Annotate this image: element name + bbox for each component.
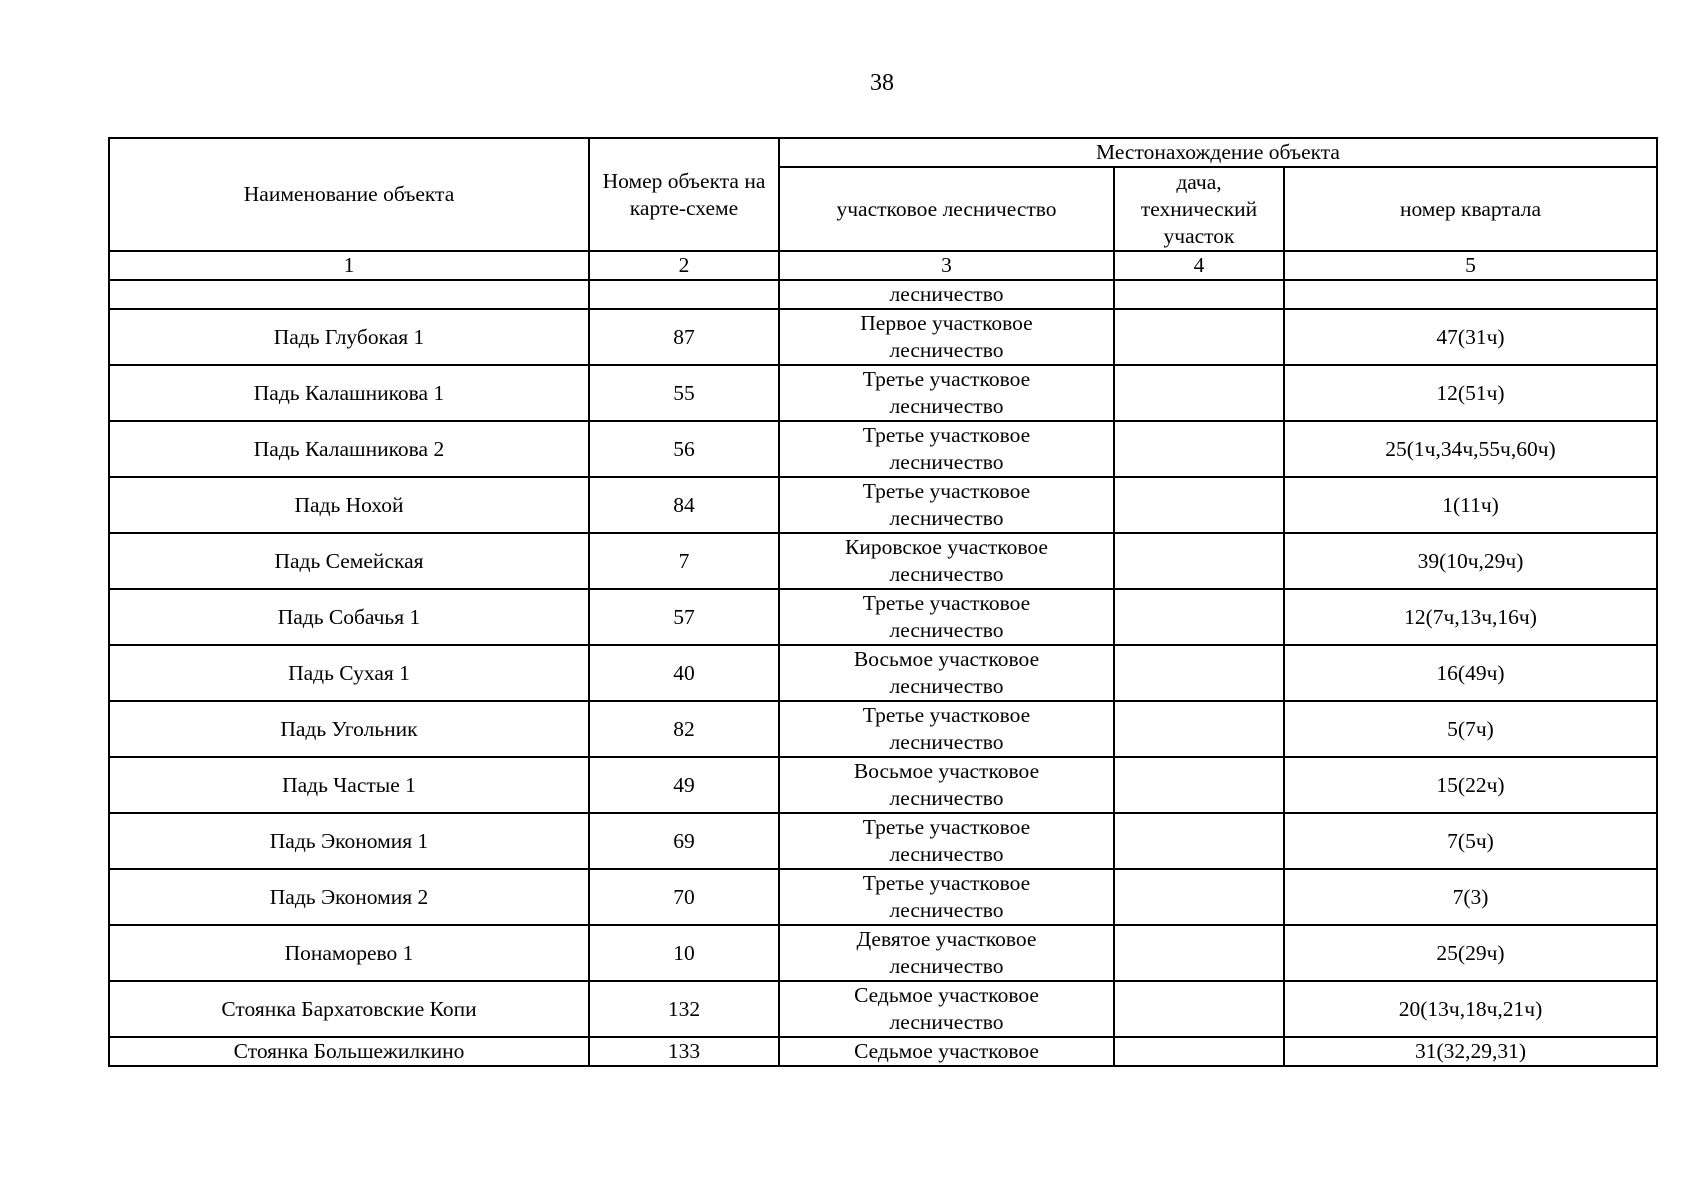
- cell-forestry: Седьмое участковое: [779, 1037, 1114, 1066]
- cell-dacha: [1114, 981, 1284, 1037]
- cell-dacha: [1114, 365, 1284, 421]
- page-number: 38: [870, 70, 894, 96]
- table-row-last: [109, 1037, 1657, 1066]
- cell-map-number: 69: [589, 813, 779, 869]
- forestry-line-1: Третье участковое: [862, 703, 1031, 727]
- table-row: [109, 981, 1657, 1037]
- cell-dacha: [1114, 701, 1284, 757]
- cell-dacha: [1114, 589, 1284, 645]
- column-number: 3: [779, 251, 1114, 280]
- cell-dacha: [1114, 813, 1284, 869]
- cell-quarter-number: 20(13ч,18ч,21ч): [1284, 981, 1657, 1037]
- cell-object-name: Стоянка Большежилкино: [109, 1037, 589, 1066]
- cell-map-number: 7: [589, 533, 779, 589]
- forestry-line-2: лесничество: [889, 786, 1004, 810]
- cell-object-name: Падь Угольник: [109, 701, 589, 757]
- forestry-line-1: Третье участковое: [862, 815, 1031, 839]
- forestry-line-2: лесничество: [889, 506, 1004, 530]
- table-body: [109, 280, 1657, 1066]
- forestry-line-2: лесничество: [889, 898, 1004, 922]
- forestry-line-1: Восьмое участковое: [853, 759, 1040, 783]
- cell-quarter-number: 7(5ч): [1284, 813, 1657, 869]
- forestry-line-1: Девятое участковое: [856, 927, 1037, 951]
- forestry-line-2: лесничество: [889, 338, 1004, 362]
- cell-dacha: [1114, 925, 1284, 981]
- header-location-group: Местонахождение объекта: [779, 138, 1657, 167]
- forestry-line-2: лесничество: [889, 450, 1004, 474]
- cell-quarter-number: 12(7ч,13ч,16ч): [1284, 589, 1657, 645]
- cell-object-name: Стоянка Бархатовские Копи: [109, 981, 589, 1037]
- cell-quarter-number: 15(22ч): [1284, 757, 1657, 813]
- forestry-line-2: лесничество: [889, 1010, 1004, 1034]
- cell-object-name: Падь Экономия 1: [109, 813, 589, 869]
- header-forestry: участковое лесничество: [779, 167, 1114, 251]
- cell-dacha: [1114, 309, 1284, 365]
- cell-map-number: 10: [589, 925, 779, 981]
- cell-forestry: лесничество: [779, 280, 1114, 309]
- cell-quarter-number: 16(49ч): [1284, 645, 1657, 701]
- cell-dacha: [1114, 1037, 1284, 1066]
- cell-map-number: 56: [589, 421, 779, 477]
- forestry-line-2: лесничество: [889, 394, 1004, 418]
- forestry-line-1: Третье участковое: [862, 479, 1031, 503]
- cell-forestry: [779, 589, 1114, 645]
- table-row: [109, 757, 1657, 813]
- header-object-name: Наименование объекта: [109, 138, 589, 251]
- cell-object-name: Понаморево 1: [109, 925, 589, 981]
- cell-quarter-number: 25(1ч,34ч,55ч,60ч): [1284, 421, 1657, 477]
- cell-dacha: [1114, 280, 1284, 309]
- cell-forestry: [779, 365, 1114, 421]
- cell-forestry: [779, 757, 1114, 813]
- cell-quarter-number: [1284, 280, 1657, 309]
- column-number: 5: [1284, 251, 1657, 280]
- cell-dacha: [1114, 533, 1284, 589]
- table-row: [109, 533, 1657, 589]
- cell-map-number: 40: [589, 645, 779, 701]
- cell-forestry: [779, 309, 1114, 365]
- cell-forestry: [779, 477, 1114, 533]
- forestry-line-1: Седьмое участковое: [854, 983, 1039, 1007]
- cell-quarter-number: 31(32,29,31): [1284, 1037, 1657, 1066]
- forestry-line-2: лесничество: [889, 674, 1004, 698]
- cell-quarter-number: 39(10ч,29ч): [1284, 533, 1657, 589]
- cell-quarter-number: 1(11ч): [1284, 477, 1657, 533]
- forestry-line-2: лесничество: [889, 954, 1004, 978]
- header-quarter-number: номер квартала: [1284, 167, 1657, 251]
- table-row: [109, 421, 1657, 477]
- cell-forestry: [779, 645, 1114, 701]
- cell-quarter-number: 25(29ч): [1284, 925, 1657, 981]
- cell-quarter-number: 12(51ч): [1284, 365, 1657, 421]
- cell-forestry: [779, 701, 1114, 757]
- table-row: [109, 925, 1657, 981]
- cell-map-number: [589, 280, 779, 309]
- forestry-line-1: Восьмое участковое: [853, 647, 1040, 671]
- forestry-line-2: лесничество: [889, 562, 1004, 586]
- cell-dacha: [1114, 757, 1284, 813]
- cell-dacha: [1114, 421, 1284, 477]
- forestry-line-2: лесничество: [889, 842, 1004, 866]
- cell-object-name: Падь Нохой: [109, 477, 589, 533]
- forestry-line-2: лесничество: [889, 618, 1004, 642]
- table-row: [109, 309, 1657, 365]
- cell-map-number: 55: [589, 365, 779, 421]
- cell-map-number: 84: [589, 477, 779, 533]
- cell-map-number: 132: [589, 981, 779, 1037]
- objects-table: [108, 137, 1658, 1067]
- cell-object-name: Падь Собачья 1: [109, 589, 589, 645]
- cell-object-name: Падь Калашникова 2: [109, 421, 589, 477]
- forestry-line-1: Первое участковое: [860, 311, 1033, 335]
- column-number: 4: [1114, 251, 1284, 280]
- forestry-line-1: Третье участковое: [862, 367, 1031, 391]
- cell-map-number: 133: [589, 1037, 779, 1066]
- forestry-line-1: Третье участковое: [862, 591, 1031, 615]
- cell-forestry: [779, 813, 1114, 869]
- cell-forestry: [779, 925, 1114, 981]
- cell-map-number: 70: [589, 869, 779, 925]
- table-row: [109, 589, 1657, 645]
- cell-map-number: 82: [589, 701, 779, 757]
- cell-object-name: Падь Экономия 2: [109, 869, 589, 925]
- cell-forestry: [779, 421, 1114, 477]
- cell-map-number: 49: [589, 757, 779, 813]
- cell-object-name: Падь Калашникова 1: [109, 365, 589, 421]
- table-row: [109, 477, 1657, 533]
- cell-dacha: [1114, 645, 1284, 701]
- header-dacha: дача, технический участок: [1114, 167, 1284, 251]
- header-map-number: Номер объекта на карте-схеме: [589, 138, 779, 251]
- table-row: [109, 645, 1657, 701]
- cell-quarter-number: 5(7ч): [1284, 701, 1657, 757]
- table-row: [109, 869, 1657, 925]
- cell-map-number: 87: [589, 309, 779, 365]
- cell-object-name: [109, 280, 589, 309]
- forestry-line-1: Третье участковое: [862, 871, 1031, 895]
- cell-forestry: [779, 533, 1114, 589]
- forestry-line-2: лесничество: [889, 730, 1004, 754]
- table-row: [109, 365, 1657, 421]
- forestry-line-1: Третье участковое: [862, 423, 1031, 447]
- column-number: 1: [109, 251, 589, 280]
- cell-object-name: Падь Семейская: [109, 533, 589, 589]
- cell-quarter-number: 7(3): [1284, 869, 1657, 925]
- cell-dacha: [1114, 477, 1284, 533]
- continuation-row: [109, 280, 1657, 309]
- cell-forestry: [779, 981, 1114, 1037]
- cell-map-number: 57: [589, 589, 779, 645]
- cell-object-name: Падь Сухая 1: [109, 645, 589, 701]
- table-row: [109, 813, 1657, 869]
- cell-object-name: Падь Частые 1: [109, 757, 589, 813]
- cell-quarter-number: 47(31ч): [1284, 309, 1657, 365]
- column-number: 2: [589, 251, 779, 280]
- table-row: [109, 701, 1657, 757]
- cell-object-name: Падь Глубокая 1: [109, 309, 589, 365]
- cell-dacha: [1114, 869, 1284, 925]
- forestry-line-1: Кировское участковое: [845, 535, 1048, 559]
- cell-forestry: [779, 869, 1114, 925]
